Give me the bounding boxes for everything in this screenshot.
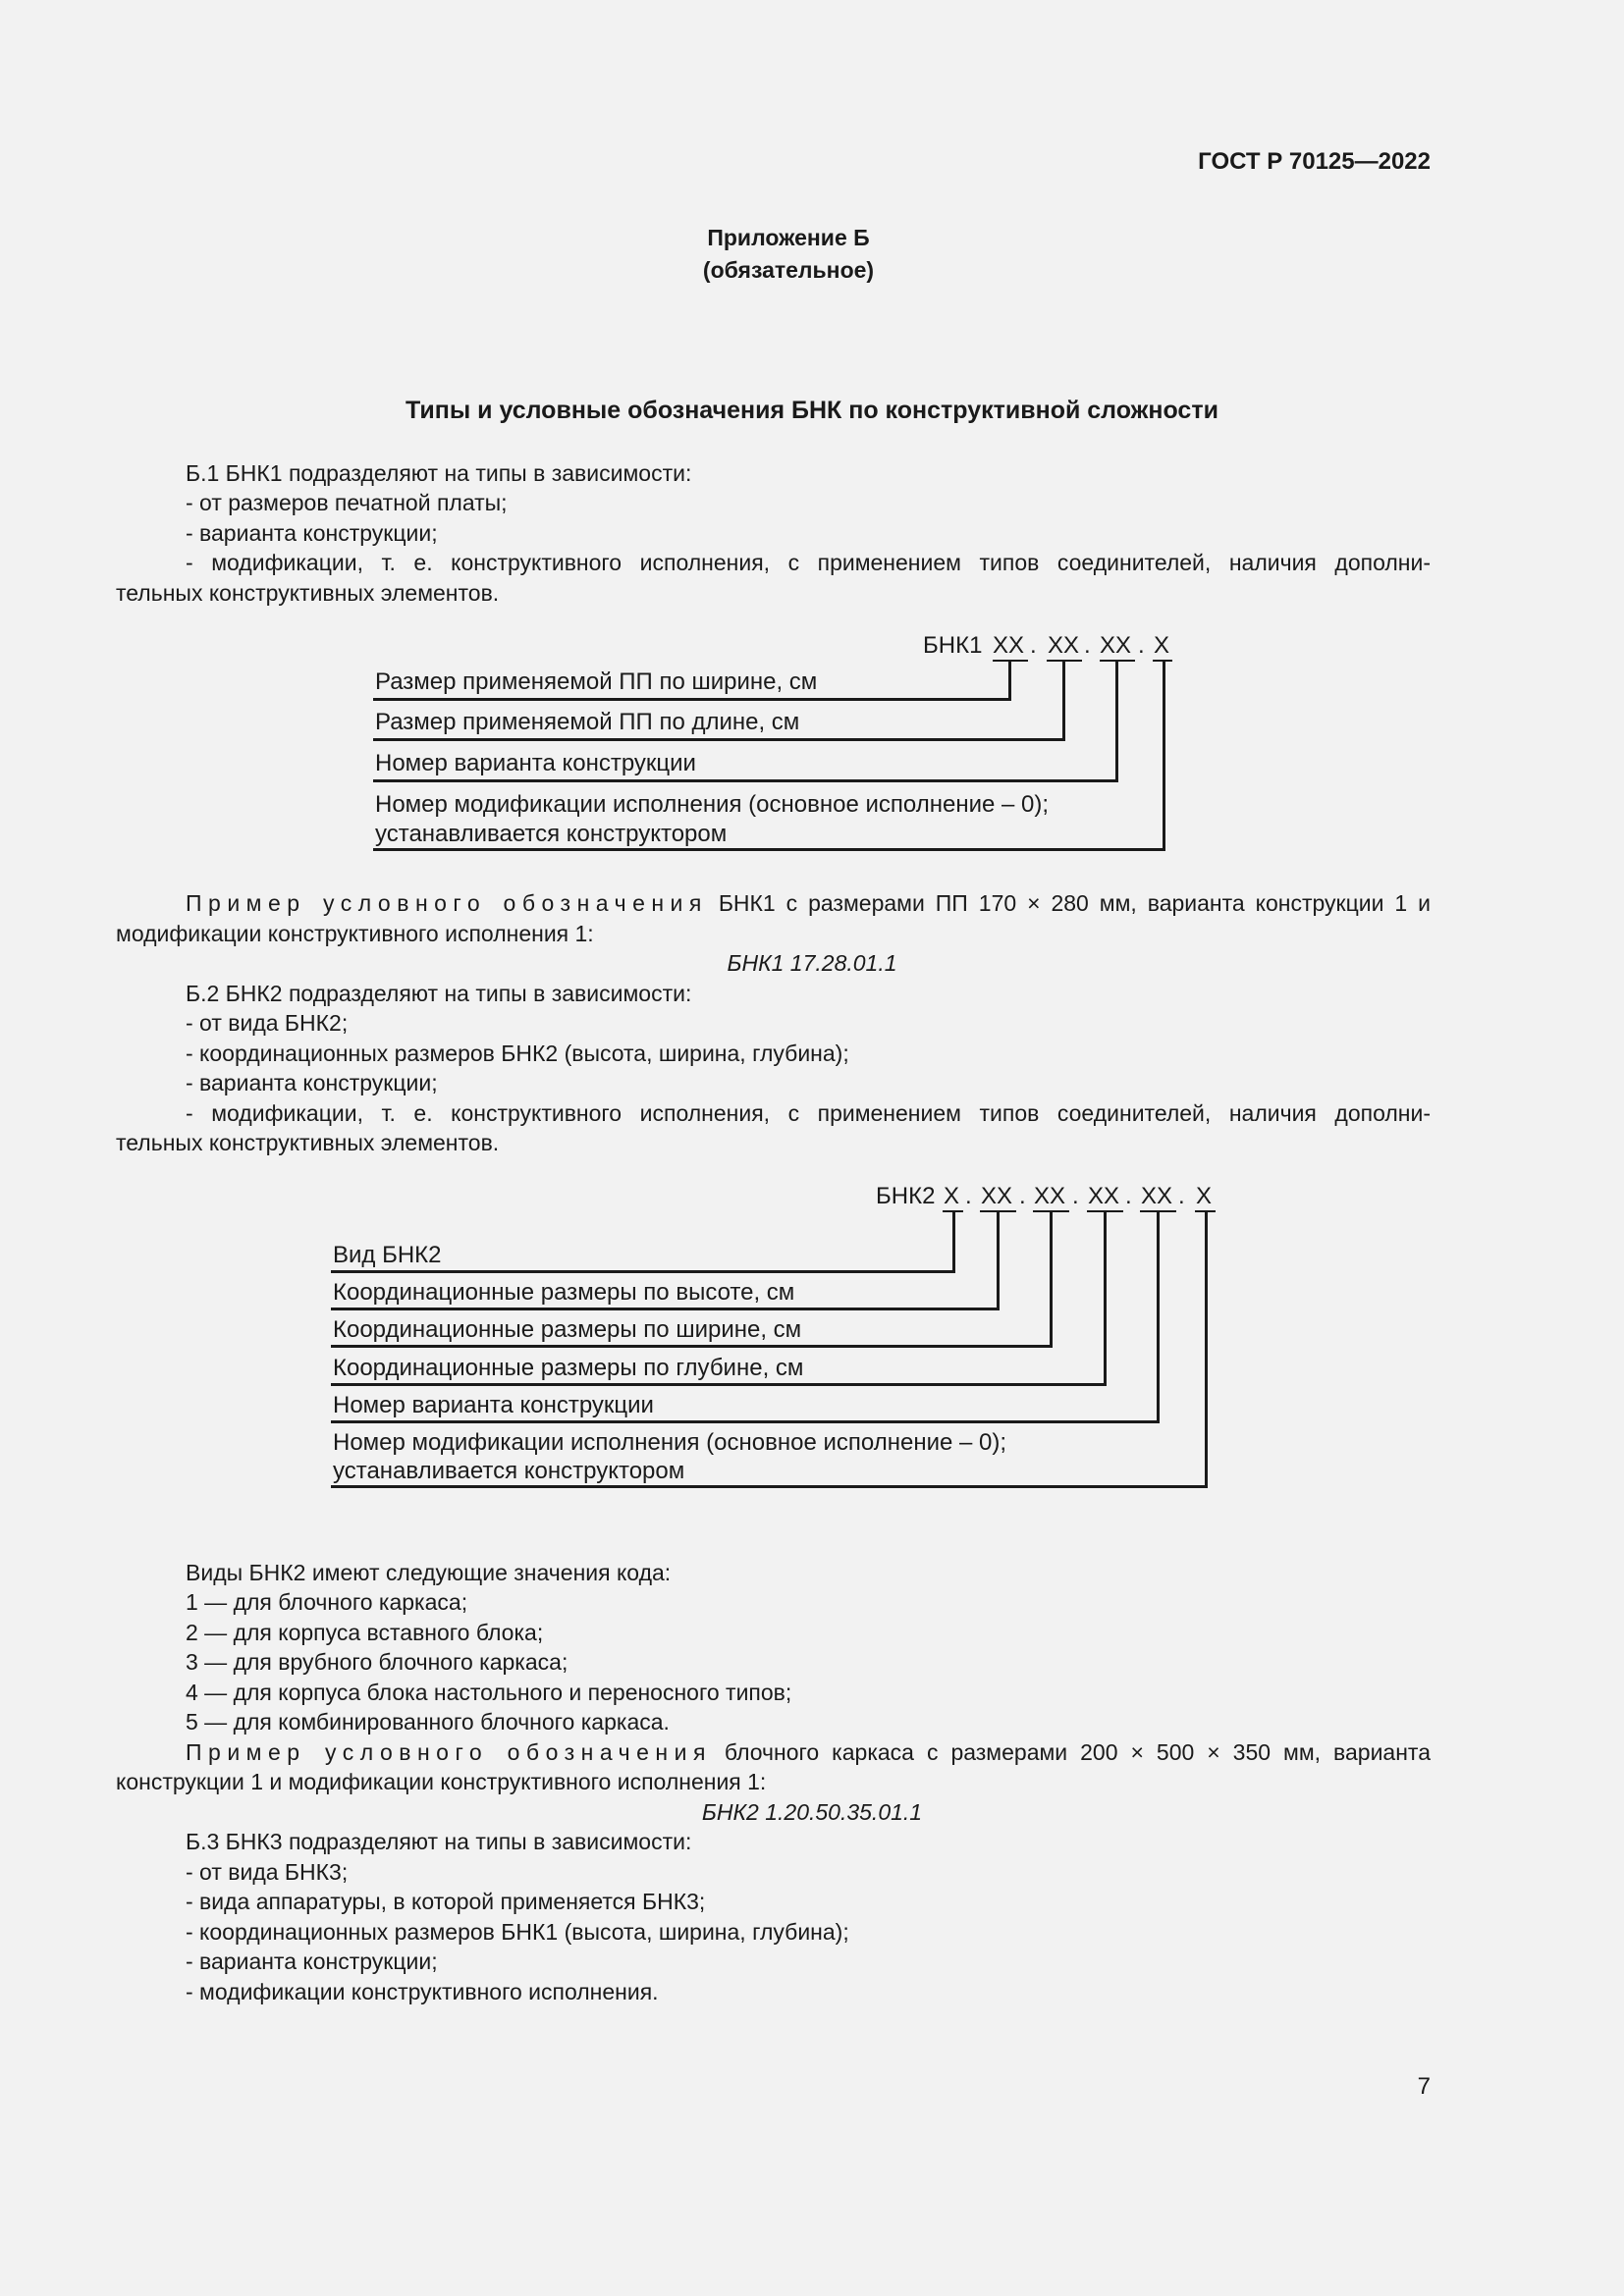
- b2-diagram-label: устанавливается конструктором: [333, 1458, 685, 1484]
- b1-diagram-label: Размер применяемой ПП по ширине, см: [375, 668, 818, 695]
- b2-example-label: Пример условного обозначения: [186, 1739, 712, 1765]
- b2-kind-item: 4 — для корпуса блока настольного и переносного типов;: [186, 1680, 792, 1705]
- b1-drop-line: [1008, 660, 1011, 701]
- b1-diagram-label: Номер модификации исполнения (основное исполнение – 0);: [375, 791, 1050, 818]
- b1-item-modification-cont: тельных конструктивных элементов.: [116, 580, 500, 606]
- b1-item: - варианта конструкции;: [186, 520, 438, 546]
- b1-intro: Б.1 БНК1 подразделяют на типы в зависимости:: [186, 460, 692, 486]
- b2-drop-line: [952, 1210, 955, 1273]
- b1-leader-line: [373, 698, 1010, 701]
- b1-drop-line: [1062, 660, 1065, 741]
- b2-diagram-label: Номер модификации исполнения (основное исполнение – 0);: [333, 1429, 1007, 1456]
- b2-code-part: XX: [1141, 1183, 1173, 1209]
- b1-code-part: XX: [993, 632, 1025, 659]
- b1-leader-line: [373, 779, 1117, 782]
- b2-item: - координационных размеров БНК2 (высота, ширина, глубина);: [186, 1041, 849, 1066]
- b3-item: - вида аппаратуры, в которой применяется БНК3;: [186, 1889, 706, 1914]
- b2-code-sep: .: [1125, 1183, 1132, 1209]
- b2-item: - от вида БНК2;: [186, 1010, 349, 1036]
- b2-diagram-label: Вид БНК2: [333, 1242, 442, 1268]
- b1-item-modification: - модификации, т. е. конструктивного исполнения, с применением типов соединителей, наличия дополни-: [186, 550, 1431, 575]
- b2-example-cont: конструкции 1 и модификации конструктивного исполнения 1:: [116, 1769, 767, 1794]
- b2-code-part: X: [1196, 1183, 1213, 1209]
- b3-item: - модификации конструктивного исполнения.: [186, 1979, 659, 2004]
- b2-drop-line: [1104, 1210, 1107, 1386]
- b2-kind-item: 2 — для корпуса вставного блока;: [186, 1620, 544, 1645]
- b1-leader-line: [373, 848, 1164, 851]
- standard-number: ГОСТ Р 70125—2022: [1198, 148, 1431, 175]
- b2-example-text: блочного каркаса с размерами 200 × 500 × 350 мм, варианта: [711, 1739, 1431, 1765]
- b1-diagram-label: устанавливается конструктором: [375, 821, 728, 847]
- b2-code-part: XX: [981, 1183, 1013, 1209]
- b2-code-part: XX: [1088, 1183, 1120, 1209]
- b3-item: - координационных размеров БНК1 (высота, ширина, глубина);: [186, 1919, 849, 1945]
- b1-item: - от размеров печатной платы;: [186, 490, 508, 515]
- b2-leader-line: [331, 1270, 955, 1273]
- b2-leader-line: [331, 1383, 1107, 1386]
- b2-drop-line: [1157, 1210, 1160, 1423]
- b2-kind-item: 5 — для комбинированного блочного каркаса.: [186, 1709, 670, 1735]
- b2-diagram-label: Номер варианта конструкции: [333, 1392, 654, 1418]
- b1-drop-line: [1115, 660, 1118, 782]
- b2-drop-line: [1205, 1210, 1208, 1488]
- b2-leader-line: [331, 1345, 1053, 1348]
- b1-code-part: X: [1154, 632, 1170, 659]
- b3-item: - варианта конструкции;: [186, 1949, 438, 1974]
- b2-kind-item: 1 — для блочного каркаса;: [186, 1589, 468, 1615]
- b2-leader-line: [331, 1308, 1000, 1310]
- b2-leader-line: [331, 1485, 1208, 1488]
- appendix-status: (обязательное): [702, 257, 875, 283]
- b2-intro: Б.2 БНК2 подразделяют на типы в зависимости:: [186, 981, 692, 1006]
- appendix-title: Типы и условные обозначения БНК по конструктивной сложности: [406, 397, 1218, 424]
- b1-code-sep: .: [1084, 632, 1091, 659]
- b1-code-sep: .: [1030, 632, 1037, 659]
- page-number: 7: [1417, 2073, 1431, 2100]
- b2-diagram-label: Координационные размеры по высоте, см: [333, 1279, 795, 1306]
- b2-diagram-label: Координационные размеры по глубине, см: [333, 1355, 804, 1381]
- b2-code-part: X: [944, 1183, 960, 1209]
- b2-kinds-intro: Виды БНК2 имеют следующие значения кода:: [186, 1560, 672, 1585]
- appendix-label: Приложение Б: [707, 225, 870, 250]
- b1-example-cont: модификации конструктивного исполнения 1:: [116, 921, 594, 946]
- b2-kind-item: 3 — для врубного блочного каркаса;: [186, 1649, 568, 1675]
- b2-code-part: XX: [1034, 1183, 1066, 1209]
- b2-example-code: БНК2 1.20.50.35.01.1: [701, 1799, 923, 1825]
- b2-code-sep: .: [1019, 1183, 1026, 1209]
- b2-code-sep: .: [1072, 1183, 1079, 1209]
- b2-diagram-label: Координационные размеры по ширине, см: [333, 1316, 802, 1343]
- b2-code-sep: .: [965, 1183, 972, 1209]
- b2-drop-line: [1050, 1210, 1053, 1348]
- b1-code-sep: .: [1138, 632, 1145, 659]
- b1-diagram-label: Номер варианта конструкции: [375, 750, 696, 776]
- b2-item-modification: - модификации, т. е. конструктивного исполнения, с применением типов соединителей, наличия дополни-: [186, 1100, 1431, 1126]
- b1-drop-line: [1163, 660, 1165, 851]
- b3-item: - от вида БНК3;: [186, 1859, 349, 1885]
- b2-drop-line: [997, 1210, 1000, 1310]
- b1-example-code: БНК1 17.28.01.1: [727, 950, 897, 976]
- b2-item-modification-cont: тельных конструктивных элементов.: [116, 1130, 500, 1155]
- b1-code-part: XX: [1048, 632, 1080, 659]
- b1-example-label: Пример условного обозначения: [186, 890, 708, 916]
- b2-item: - варианта конструкции;: [186, 1070, 438, 1095]
- b2-example: [186, 1737, 1431, 1768]
- b1-example: [186, 888, 1431, 919]
- b2-code-prefix: БНК2: [876, 1183, 936, 1209]
- b1-diagram-label: Размер применяемой ПП по длине, см: [375, 709, 800, 735]
- b2-leader-line: [331, 1420, 1160, 1423]
- b1-code-part: XX: [1100, 632, 1132, 659]
- b3-intro: Б.3 БНК3 подразделяют на типы в зависимости:: [186, 1829, 692, 1854]
- b1-example-text: БНК1 с размерами ПП 170 × 280 мм, варианта конструкции 1 и: [707, 890, 1431, 916]
- b1-leader-line: [373, 738, 1064, 741]
- b1-code-prefix: БНК1: [923, 632, 983, 659]
- b2-code-sep: .: [1178, 1183, 1185, 1209]
